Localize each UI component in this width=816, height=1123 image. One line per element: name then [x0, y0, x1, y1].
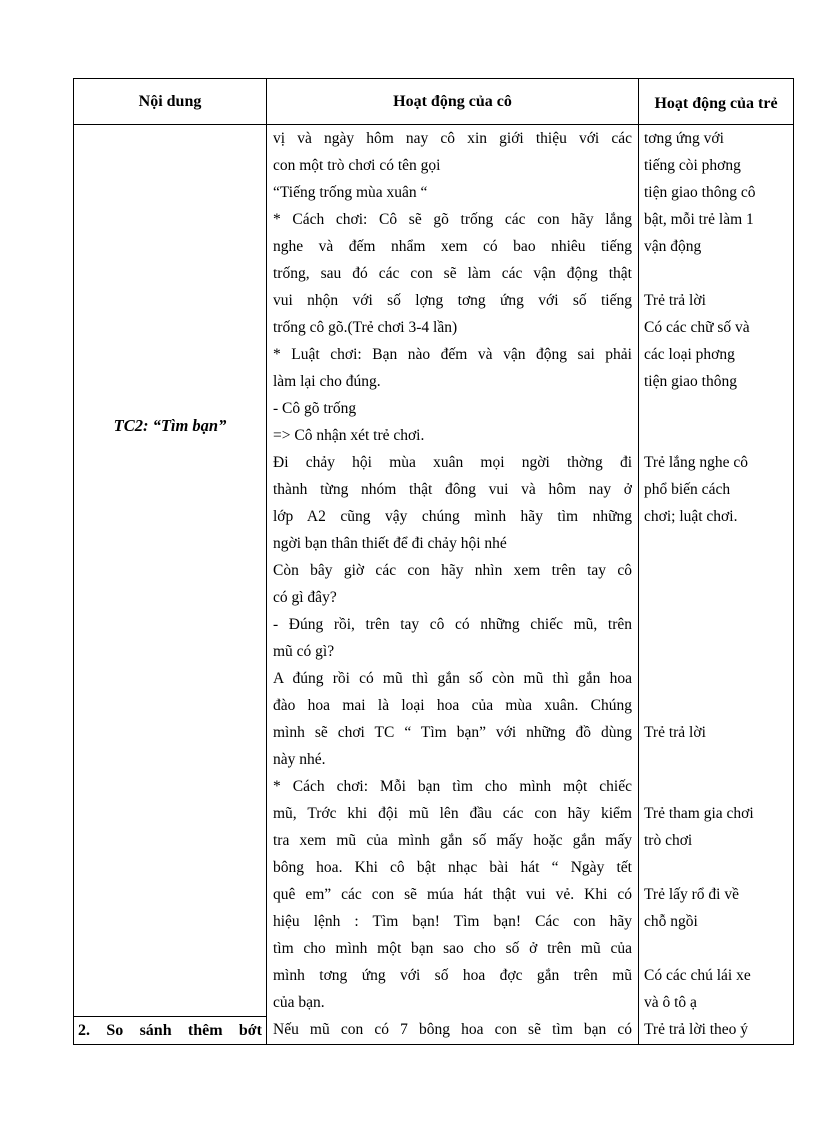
child-line: vận động — [644, 238, 702, 255]
teacher-line: đào hoa mai là loại hoa của mùa xuân. Chúng — [273, 697, 632, 714]
child-line-blank — [644, 638, 789, 665]
teacher-line: quê em” các con sẽ múa hát thật vui vẻ. Khi có — [273, 886, 632, 903]
header-child-activity-text: Hoạt động của trẻ — [654, 94, 778, 112]
teacher-line: - Cô gõ trống — [273, 400, 357, 417]
child-line: Trẻ tham gia chơi — [644, 805, 754, 822]
teacher-line: tra xem mũ của mình gắn số mấy hoặc gắn mấy — [273, 832, 632, 849]
header-teacher-activity: Hoạt động của cô — [267, 79, 639, 125]
lesson-plan-table — [73, 78, 794, 1045]
child-line-blank — [644, 584, 789, 611]
child-line: tơng ứng với — [644, 130, 724, 147]
section-2-title: 2. So sánh thêm bớt — [78, 1022, 262, 1039]
teacher-line: có gì đây? — [273, 589, 337, 606]
teacher-line: “Tiếng trống mùa xuân “ — [273, 184, 428, 201]
child-line-blank — [644, 935, 789, 962]
child-line: tiện giao thông — [644, 373, 737, 390]
child-line: Có các chữ số và — [644, 319, 750, 336]
teacher-line: bông hoa. Khi cô bật nhạc bài hát “ Ngày tết — [273, 859, 632, 876]
child-line: các loại phơng — [644, 346, 735, 363]
child-line: và ô tô ạ — [644, 994, 697, 1011]
teacher-line: con một trò chơi có tên gọi — [273, 157, 441, 174]
teacher-line: * Luật chơi: Bạn nào đếm và vận động sai phải — [273, 346, 632, 363]
section-tc2-title: TC2: “Tìm bạn” — [113, 416, 227, 435]
teacher-line: nghe và đếm nhẩm xem có bao nhiêu tiếng — [273, 238, 632, 255]
teacher-line: trống cô gõ.(Trẻ chơi 3-4 lần) — [273, 319, 458, 336]
child-line-blank — [644, 611, 789, 638]
teacher-line: Đi chảy hội mùa xuân mọi ngời thờng đi — [273, 454, 632, 471]
teacher-line: mũ, Trớc khi đội mũ lên đầu các con hãy kiểm — [273, 805, 632, 822]
teacher-line: mũ có gì? — [273, 643, 335, 660]
teacher-activity-cell — [267, 125, 639, 1045]
child-line: tiện giao thông cô — [644, 184, 756, 201]
child-activity-cell — [639, 125, 794, 1045]
teacher-line: tìm cho mình một bạn sao cho số ở trên mũ của — [273, 940, 632, 957]
child-line: Trẻ lấy rổ đi về — [644, 886, 739, 903]
child-line: bật, mỗi trẻ làm 1 — [644, 211, 754, 228]
body-row-main — [74, 125, 794, 1017]
child-line-blank — [644, 557, 789, 584]
teacher-line: * Cách chơi: Mỗi bạn tìm cho mình một chiếc — [273, 778, 632, 795]
header-row — [74, 79, 794, 125]
teacher-line: A đúng rồi có mũ thì gắn số còn mũ thì gắn hoa — [273, 670, 632, 687]
child-line: Có các chú lái xe — [644, 967, 751, 984]
teacher-line: Nếu mũ con có 7 bông hoa con sẽ tìm bạn có — [273, 1021, 632, 1038]
teacher-line: mình sẽ chơi TC “ Tìm bạn” với những đồ dùng — [273, 724, 632, 741]
child-line-blank — [644, 395, 789, 422]
child-line: phổ biến cách — [644, 481, 731, 498]
teacher-line: thành từng nhóm thật đông vui và hôm nay ở — [273, 481, 632, 498]
child-line-blank — [644, 665, 789, 692]
child-line: Trẻ trả lời — [644, 292, 706, 309]
teacher-line: của bạn. — [273, 994, 325, 1011]
child-line: chỗ ngồi — [644, 913, 698, 930]
teacher-line: => Cô nhận xét trẻ chơi. — [273, 427, 425, 444]
header-child-activity — [639, 79, 794, 125]
teacher-line: này nhé. — [273, 751, 326, 768]
child-lines — [644, 125, 789, 1043]
child-line-blank — [644, 692, 789, 719]
child-line-blank — [644, 260, 789, 287]
child-line: chơi; luật chơi. — [644, 508, 738, 525]
section-2-cell — [74, 1017, 267, 1045]
teacher-line: - Đúng rồi, trên tay cô có những chiếc mũ, trên — [273, 616, 632, 633]
teacher-lines — [273, 125, 632, 1043]
teacher-line: Còn bây giờ các con hãy nhìn xem trên tay cô — [273, 562, 632, 579]
teacher-line: vui nhộn với số lợng tơng ứng với số tiếng — [273, 292, 632, 309]
teacher-line: làm lại cho đúng. — [273, 373, 381, 390]
header-content: Nội dung — [74, 79, 267, 125]
teacher-line: ngời bạn thân thiết để đi chảy hội nhé — [273, 535, 507, 552]
teacher-line: * Cách chơi: Cô sẽ gõ trống các con hãy lắng — [273, 211, 632, 228]
child-line-blank — [644, 422, 789, 449]
child-line-blank — [644, 773, 789, 800]
child-line-blank — [644, 746, 789, 773]
child-line-blank — [644, 530, 789, 557]
child-line: tiếng còi phơng — [644, 157, 741, 174]
teacher-line: lớp A2 cũng vậy chúng mình hãy tìm những — [273, 508, 632, 525]
child-line: Trẻ lắng nghe cô — [644, 454, 749, 471]
child-line: trò chơi — [644, 832, 693, 849]
child-line: Trẻ trả lời — [644, 724, 706, 741]
content-cell — [74, 125, 267, 1017]
child-line-blank — [644, 854, 789, 881]
child-line: Trẻ trả lời theo ý — [644, 1021, 749, 1038]
teacher-line: mình tơng ứng với số hoa đợc gắn trên mũ — [273, 967, 632, 984]
teacher-line: hiệu lệnh : Tìm bạn! Tìm bạn! Các con hãy — [273, 913, 632, 930]
teacher-line: vị và ngày hôm nay cô xin giới thiệu với các — [273, 130, 632, 147]
teacher-line: trống, sau đó các con sẽ làm các vận động thật — [273, 265, 632, 282]
